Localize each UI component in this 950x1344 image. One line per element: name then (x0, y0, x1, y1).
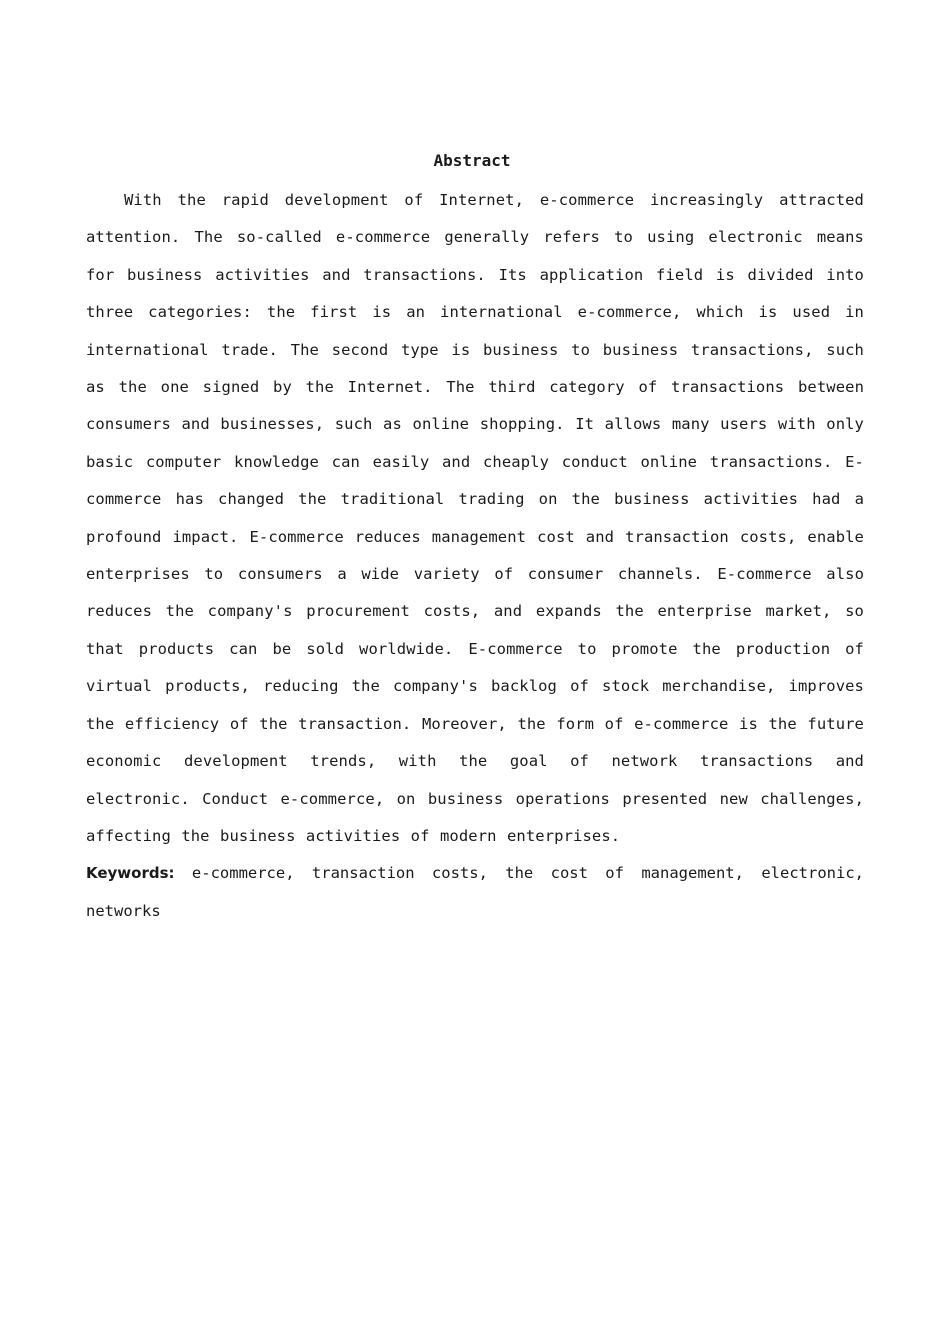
abstract-heading: Abstract (433, 151, 511, 170)
keywords-line (86, 855, 864, 930)
keywords-list: e-commerce, transaction costs, the cost of management, electronic, networks (86, 864, 864, 920)
keywords-label: Keywords: (86, 864, 175, 883)
abstract-section (86, 146, 864, 930)
abstract-paragraph: With the rapid development of Internet, e-commerce increasingly attracted attention. The so-called e-commerce generally refers to using electronic means for business activities and transactions. Its application field is divided into three categories: the first is an international e-commerce, which is used in international trade. The second type is business to business transactions, such as the one signed by the Internet. The third category of transactions between consumers and businesses, such as online shopping. It allows many users with only basic computer knowledge can easily and cheaply conduct online transactions. E-commerce has changed the traditional trading on the business activities had a profound impact. E-commerce reduces management cost and transaction costs, enable enterprises to consumers a wide variety of consumer channels. E-commerce also reduces the company's procurement costs, and expands the enterprise market, so that products can be sold worldwide. E-commerce to promote the production of virtual products, reducing the company's backlog of stock merchandise, improves the efficiency of the transaction. Moreover, the form of e-commerce is the future economic development trends, with the goal of network transactions and electronic. Conduct e-commerce, on business operations presented new challenges, affecting the business activities of modern enterprises. (86, 191, 864, 845)
